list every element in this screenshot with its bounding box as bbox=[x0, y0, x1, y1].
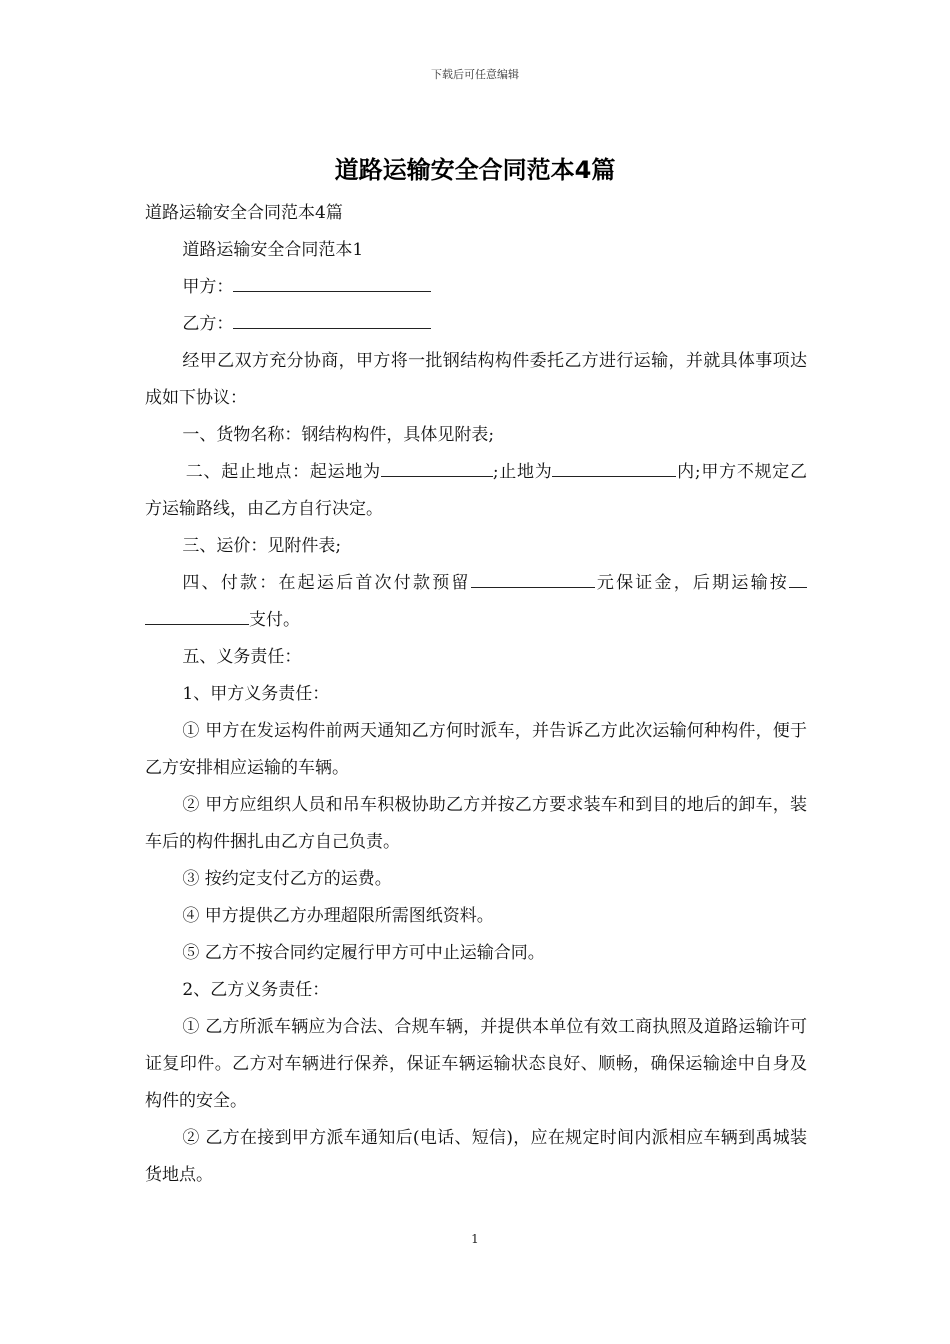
party-b-line bbox=[145, 306, 807, 343]
party-a-label: 甲方： bbox=[182, 277, 234, 297]
item-payment-end: 支付。 bbox=[249, 610, 300, 630]
item-locations bbox=[145, 454, 807, 528]
document-body bbox=[145, 195, 807, 1194]
party-b-blank bbox=[233, 310, 431, 329]
deposit-blank bbox=[471, 569, 595, 588]
party-b-duty-1: ① 乙方所派车辆应为合法、合规车辆，并提供本单位有效工商执照及道路运输许可证复印件。乙方对车辆进行保养，保证车辆运输状态良好、顺畅，确保运输途中自身及构件的安全。 bbox=[145, 1017, 807, 1111]
party-a-duty-3: ③ 按约定支付乙方的运费。 bbox=[182, 869, 392, 889]
party-a-duty-title: 1、甲方义务责任： bbox=[182, 684, 330, 704]
party-b-duty-title: 2、乙方义务责任： bbox=[182, 980, 330, 1000]
item-locations-mid: ;止地为 bbox=[492, 462, 553, 482]
payment-method-blank-a bbox=[789, 569, 807, 588]
party-b-duty-2: ② 乙方在接到甲方派车通知后(电话、短信)，应在规定时间内派相应车辆到禹城装货地点。 bbox=[145, 1128, 807, 1185]
item-locations-end: 内;甲方不规定乙方运输路线，由乙方自行决定。 bbox=[145, 462, 808, 519]
intro-paragraph: 经甲乙双方充分协商，甲方将一批钢结构构件委托乙方进行运输，并就具体事项达成如下协议： bbox=[145, 351, 807, 408]
item-goods-name: 一、货物名称：钢结构构件，具体见附表; bbox=[182, 425, 495, 445]
party-a-blank bbox=[233, 273, 431, 292]
document-title: 道路运输安全合同范本4篇 bbox=[334, 156, 616, 184]
origin-blank bbox=[381, 458, 493, 477]
item-payment-start: 四、付款：在起运后首次付款预留 bbox=[182, 573, 471, 593]
item-payment bbox=[145, 565, 807, 639]
party-b-label: 乙方： bbox=[182, 314, 234, 334]
item-price: 三、运价：见附件表; bbox=[182, 536, 342, 556]
item-duties: 五、义务责任： bbox=[182, 647, 302, 667]
subtitle: 道路运输安全合同范本4篇 bbox=[145, 203, 343, 223]
payment-method-blank-b bbox=[145, 606, 249, 625]
party-a-duty-4: ④ 甲方提供乙方办理超限所需图纸资料。 bbox=[182, 906, 494, 926]
destination-blank bbox=[552, 458, 676, 477]
party-a-duty-5: ⑤ 乙方不按合同约定履行甲方可中止运输合同。 bbox=[182, 943, 545, 963]
page-number: 1 bbox=[471, 1232, 479, 1246]
header-note: 下载后可任意编辑 bbox=[431, 68, 519, 81]
party-a-line bbox=[145, 269, 807, 306]
section-title: 道路运输安全合同范本1 bbox=[182, 240, 364, 260]
item-payment-mid: 元保证金，后期运输按 bbox=[594, 573, 790, 593]
item-locations-start: 二、起止地点：起运地为 bbox=[185, 462, 381, 482]
party-a-duty-1: ① 甲方在发运构件前两天通知乙方何时派车，并告诉乙方此次运输何种构件，便于乙方安排相应运输的车辆。 bbox=[145, 721, 807, 778]
party-a-duty-2: ② 甲方应组织人员和吊车积极协助乙方并按乙方要求装车和到目的地后的卸车，装车后的构件捆扎由乙方自己负责。 bbox=[145, 795, 807, 852]
